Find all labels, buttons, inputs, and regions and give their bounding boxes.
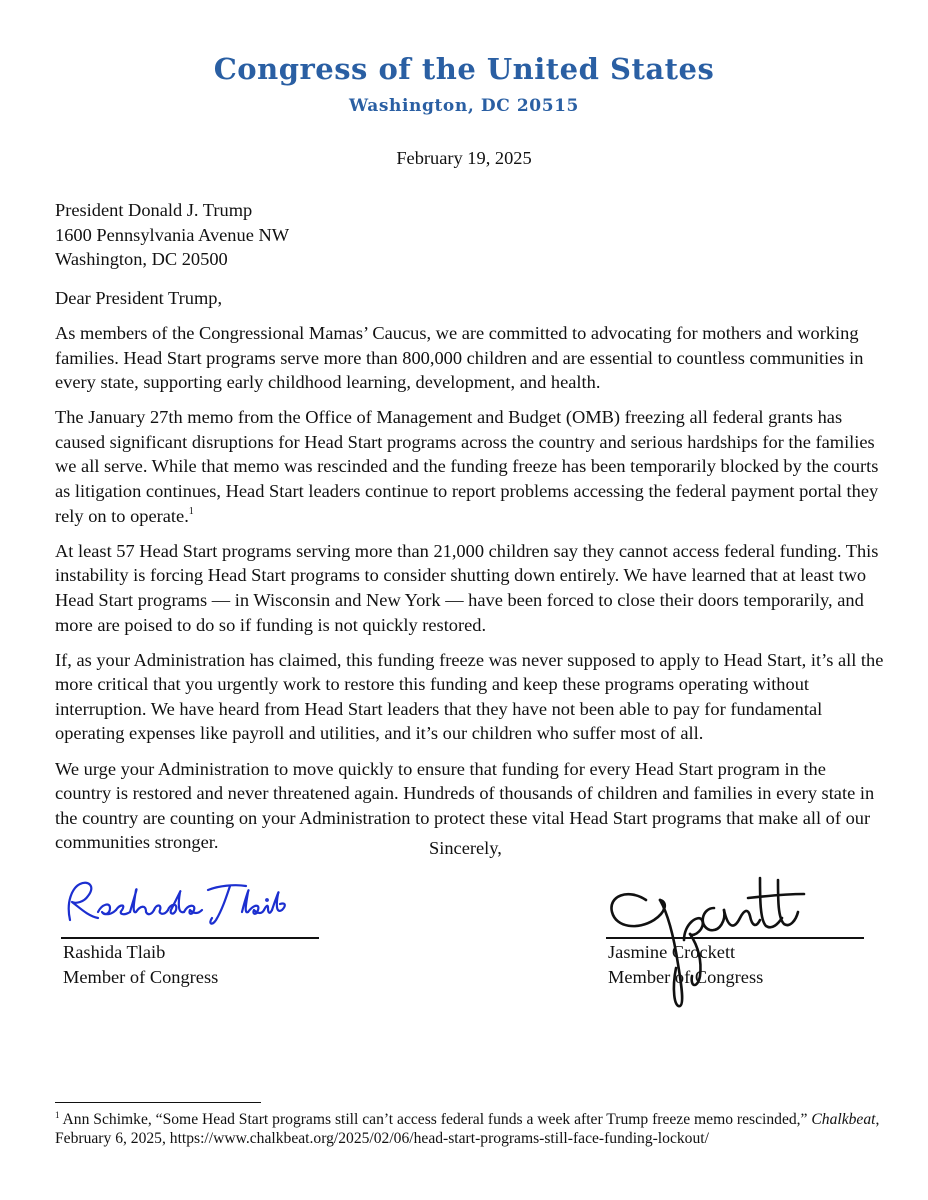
- footnote-reference: 1: [188, 505, 194, 517]
- signatory-title-crockett: Member of Congress: [608, 966, 764, 987]
- paragraph-1: As members of the Congressional Mamas’ Caucus, we are committed to advocating for mothers and working families. Head Start programs serve more than 800,000 children and are essential to countless communities in every state, supporting early childhood learning, development, and health.: [55, 323, 864, 393]
- signatory-name-crockett: Jasmine Crockett: [608, 942, 736, 962]
- recipient-city: Washington, DC 20500: [55, 249, 228, 270]
- signatory-name-tlaib: Rashida Tlaib: [63, 942, 166, 962]
- closing: Sincerely,: [429, 838, 502, 858]
- footnote-publication: Chalkbeat: [811, 1111, 876, 1128]
- paragraph-2: [55, 405, 885, 528]
- signature-line-tlaib: [61, 937, 319, 939]
- footnote-details: , February 6, 2025, https://www.chalkbeat.org/2025/02/06/head-start-programs-still-face-funding-lockout/: [55, 1111, 880, 1148]
- footnote-rule: [55, 1102, 261, 1103]
- letterhead-title: Congress of the United States: [213, 52, 715, 86]
- letter-body: [55, 321, 885, 865]
- signatory-title-tlaib: Member of Congress: [63, 966, 219, 987]
- footnote-marker: 1: [55, 1110, 60, 1120]
- footnote: [55, 1110, 895, 1148]
- signatory-tlaib: [63, 940, 218, 989]
- paragraph-5: We urge your Administration to move quickly to ensure that funding for every Head Start program in the country is restored and never threatened again. Hundreds of thousands of children and families in every state in the country are counting on your Administration to protect these vital Head Start programs that make all of our communities stronger.: [55, 758, 875, 853]
- salutation: Dear President Trump,: [55, 288, 223, 308]
- paragraph-3: At least 57 Head Start programs serving more than 21,000 children say they cannot access federal funding. This instability is forcing Head Start programs to consider shutting down entirely. We have learned that at least two Head Start programs — in Wisconsin and New York — have been forced to close their doors temporarily, and more are poised to do so if funding is not quickly restored.: [55, 540, 879, 635]
- letter-date: February 19, 2025: [396, 148, 532, 168]
- paragraph-4: If, as your Administration has claimed, this funding freeze was never supposed to apply to Head Start, it’s all the more critical that you urgently work to restore this funding and keep these programs operating without interruption. We have heard from Head Start leaders that they have not been able to pay for fundamental operating expenses like payroll and utilities, and it’s our children who suffer most of all.: [55, 649, 884, 744]
- recipient-street: 1600 Pennsylvania Avenue NW: [55, 224, 290, 245]
- letterhead-subtitle: Washington, DC 20515: [349, 96, 579, 116]
- signature-crockett: [598, 868, 808, 1013]
- signature-tlaib: [58, 872, 288, 932]
- recipient-address: [55, 198, 289, 272]
- recipient-name: President Donald J. Trump: [55, 200, 253, 220]
- footnote-author-title: Ann Schimke, “Some Head Start programs still can’t access federal funds a week after Trump freeze memo rescinded,”: [62, 1111, 808, 1128]
- paragraph-2-text: The January 27th memo from the Office of Management and Budget (OMB) freezing all federal grants has caused significant disruptions for Head Start programs across the country and serious hardships for the families we all serve. While that memo was rescinded and the funding freeze has been temporarily blocked by the courts as litigation continues, Head Start leaders continue to report problems accessing the federal payment portal they rely on to operate.: [55, 407, 879, 526]
